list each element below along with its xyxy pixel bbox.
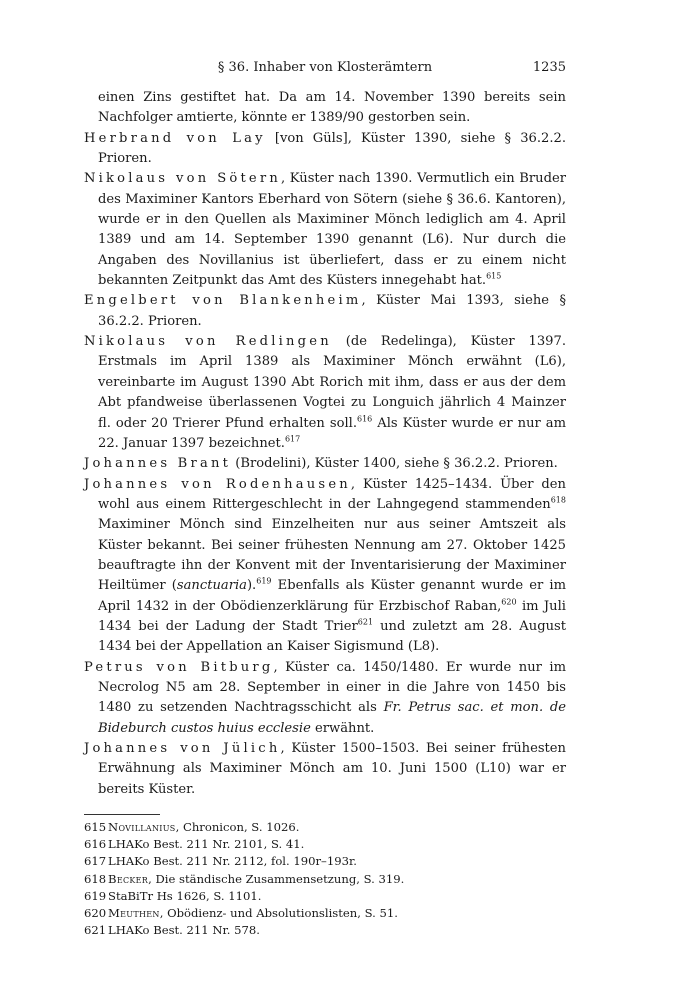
italic-term: sanctuaria [176,578,247,594]
footnote-619: 619 StaBiTr Hs 1626, S. 1101. [84,888,566,905]
footnote-number: 620 [84,906,107,921]
entry-petrus-von-bitburg: Petrus von Bitburg, Küster ca. 1450/1480. Er wurde nur im Necrolog N5 am 28. September in einer in die Jahre von 1450 bis 1480 zu setzenden Nachtragsschicht als Fr. Petrus sac. et mon. de Bideburch custos huius ecclesie erwähnt. [84,659,566,736]
main-text [84,88,566,800]
running-head [84,58,566,82]
entry-name: Johannes Brant [84,456,232,472]
entry-engelbert-von-blankenheim: Engelbert von Blankenheim, Küster Mai 1393, siehe § 36.2.2. Prioren. [84,293,566,329]
footnote-number: 621 [84,923,107,938]
footnote-ref[interactable]: 616 [357,414,373,424]
footnote-author: Novillanius [108,820,176,835]
entry-herbrand-von-lay: Herbrand von Lay [von Güls], Küster 1390, siehe § 36.2.2. Prioren. [84,130,567,167]
footnote-ref[interactable]: 615 [486,271,502,281]
footnote-divider [84,814,160,815]
entry-name: Engelbert von Blankenheim [84,293,362,309]
footnote-number: 616 [84,837,107,852]
footnote-ref[interactable]: 618 [550,495,566,505]
footnote-617: 617 LHAKo Best. 211 Nr. 2112, fol. 190r–193r. [84,853,566,870]
entry-name: Petrus von Bitburg [84,659,274,675]
footnote-number: 617 [84,854,107,869]
footnote-author: Becker [108,871,149,886]
entry-name: Johannes von Rodenhausen [84,476,351,492]
entry-name: Herbrand von Lay [84,130,266,146]
entry-johannes-von-rodenhausen: Johannes von Rodenhausen, Küster 1425–1434. Über den wohl aus einem Rittergeschlecht in der Lahngegend stammenden$^{618}$ Maximiner Mönch sind Einzelheiten nur aus seiner Amtszeit als Küster bekannt. Bei seiner frühesten Nennung am 27. Oktober 1425 beauftragte ihn der Konvent mit der Inventarisierung der Maximiner Heiltümer (sanctuaria).$^{619}$ Ebenfalls als Küster genannt wurde er im April 1432 in der Obödienzerklärung für Erzbischof Raban,$^{620}$ im Juli 1434 bei der Ladung der Stadt Trier$^{621}$ und zuletzt am 28. August 1434 bei der Appellation an Kaiser Sigismund (L8). [84,476,567,655]
footnote-author: Meuthen [108,906,160,921]
footnote-615: 615 Novillanius, Chronicon, S. 1026. [84,819,566,836]
footnote-ref[interactable]: 619 [256,576,272,586]
entry-nikolaus-von-redlingen: Nikolaus von Redlingen (de Redelinga), Küster 1397. Erstmals im April 1389 als Maximiner Mönch erwähnt (L6), vereinbarte im August 1390 Abt Rorich mit ihm, dass er aus der dem Abt pfandweise überlassenen Vogtei zu Longuich jährlich 4 Mainzer fl. oder 20 Trierer Pfund erhalten soll.$^{616}$ Als Küster wurde er nur am 22. Januar 1397 bezeichnet.$^{617}$ [84,334,566,451]
footnote-number: 615 [84,820,107,835]
page-number: 1235 [532,60,566,75]
entry-johannes-brant: Johannes Brant (Brodelini), Küster 1400, siehe § 36.2.2. Prioren. [84,456,558,472]
entry-name: Nikolaus von Redlingen [84,334,332,350]
book-page [84,58,566,939]
footnote-ref[interactable]: 617 [284,434,301,444]
footnote-ref[interactable]: 620 [501,597,517,607]
footnotes [84,819,566,939]
footnote-621: 621 LHAKo Best. 211 Nr. 578. [84,922,566,939]
footnote-number: 618 [84,871,107,886]
entry-nikolaus-von-soetern: Nikolaus von Sötern, Küster nach 1390. Vermutlich ein Bruder des Maximiner Kantors Eberhard von Sötern (siehe § 36.6. Kantoren), wurde er in den Quellen als Maximiner Mönch lediglich am 4. April 1389 und am 14. September 1390 genannt (L6). Nur durch die Angaben des Novillanius ist überliefert, dass er zu einem nicht bekannten Zeitpunkt das Amt des Küsters innegehabt hat.$^{615}$ [84,171,566,289]
footnote-616: 616 LHAKo Best. 211 Nr. 2101, S. 41. [84,836,566,853]
entry-johannes-von-juelich: Johannes von Jülich, Küster 1500–1503. Bei seiner frühesten Erwähnung als Maximiner Mönch am 10. Juni 1500 (L10) war er bereits Küster. [84,741,566,797]
entry-name: Nikolaus von Sötern [84,171,281,187]
footnote-618: 618 Becker, Die ständische Zusammensetzung, S. 319. [84,871,566,888]
running-title: § 36. Inhaber von Klosterämtern [217,60,433,75]
italic-quote: Fr. Petrus sac. et mon. de Bideburch custos huius ecclesie [98,700,566,736]
paragraph-continuation: einen Zins gestiftet hat. Da am 14. November 1390 bereits sein Nachfolger amtierte, könnte er 1389/90 gestorben sein. [98,90,566,126]
entry-name: Johannes von Jülich [84,741,281,756]
footnote-620: 620 Meuthen, Obödienz- und Absolutionslisten, S. 51. [84,905,566,922]
footnote-number: 619 [84,888,107,903]
footnote-ref[interactable]: 621 [357,617,374,627]
